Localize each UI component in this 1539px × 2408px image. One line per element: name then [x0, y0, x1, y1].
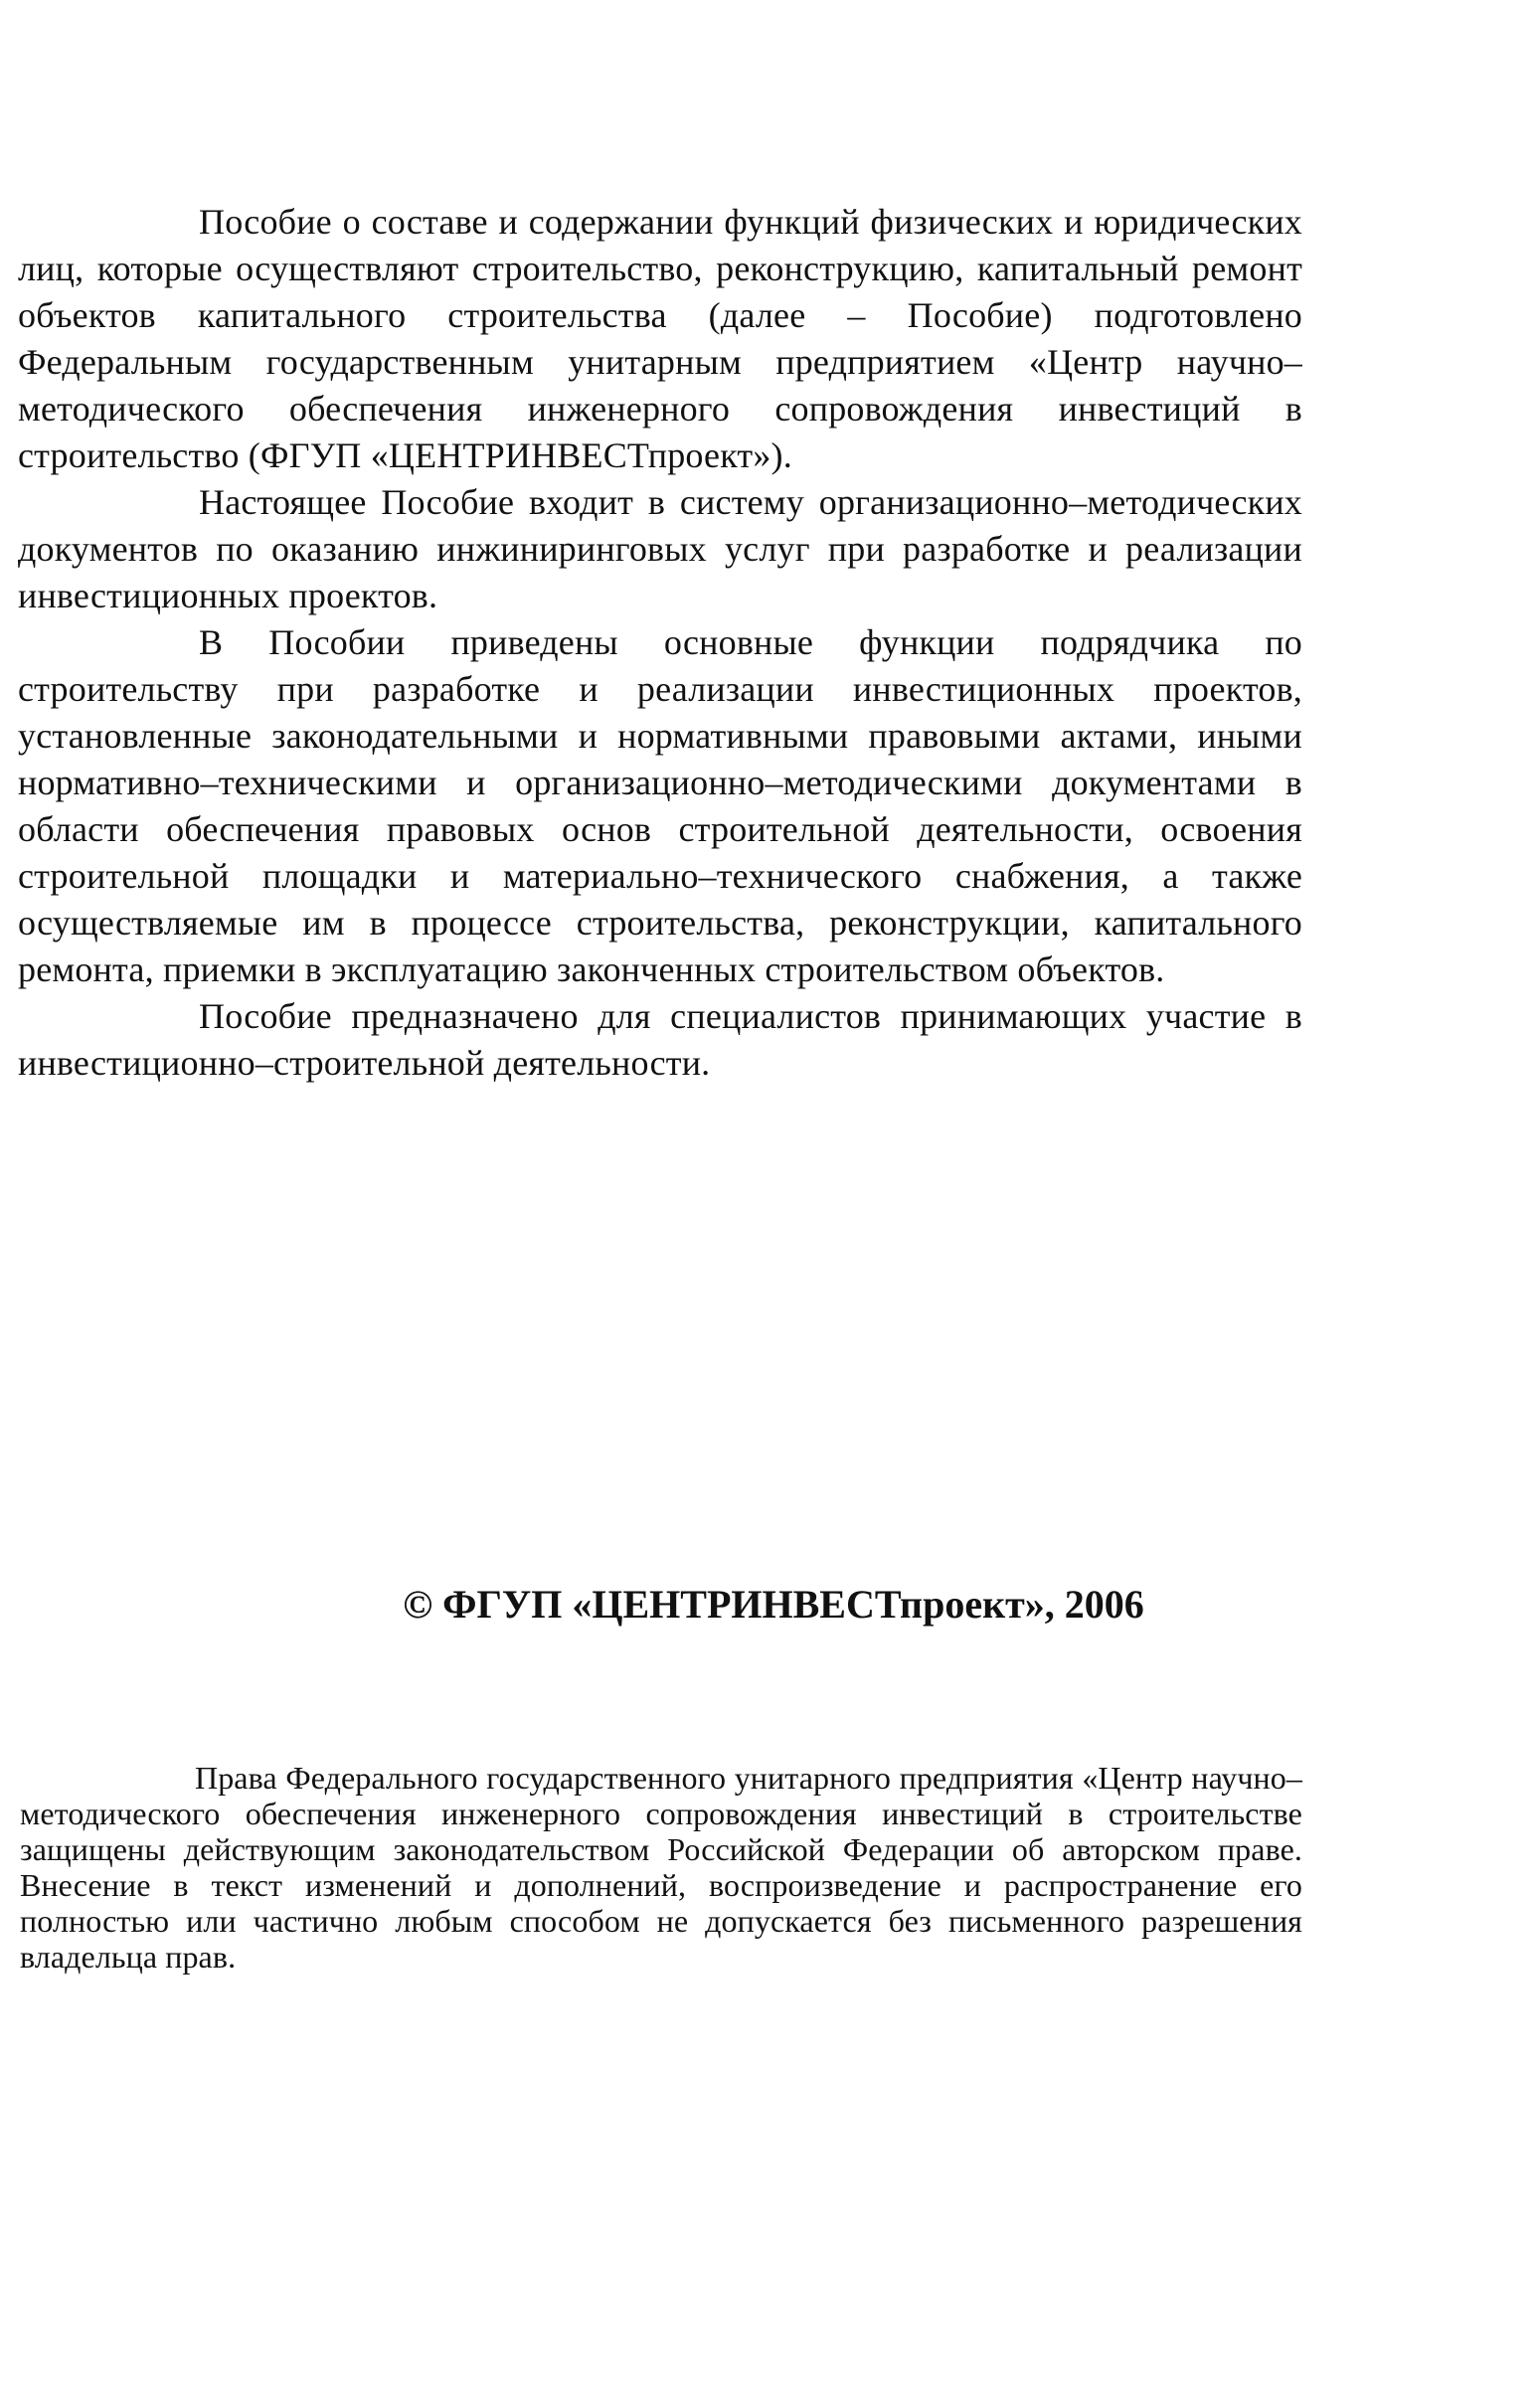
paragraph-intro: Пособие о составе и содержании функций физических и юридических лиц, которые осуществляют строительство, реконструкцию, капитальный ремонт объектов капитального строительства (далее – Пособие) подготовлено Федеральным государственным унитарным предприятием «Центр научно–методического обеспечения инженерного сопровождения инвестиций в строительство (ФГУП «ЦЕНТРИНВЕСТпроект»). [18, 202, 1302, 475]
paragraph-functions: В Пособии приведены основные функции подрядчика по строительству при разработке и реализации инвестиционных проектов, установленные законодательными и нормативными правовыми актами, иными нормативно–техническими и организационно–методическими документами в области обеспечения правовых основ строительной деятельности, освоения строительной площадки и материально–технического снабжения, а также осуществляемые им в процессе строительства, реконструкции, капитального ремонта, приемки в эксплуатацию законченных строительством объектов. [18, 622, 1302, 989]
rights-notice-block [20, 1760, 1302, 1975]
paragraph-system: Настоящее Пособие входит в систему организационно–методических документов по оказанию инжиниринговых услуг при разработке и реализации инвестиционных проектов. [18, 482, 1302, 615]
rights-notice: Права Федерального государственного унитарного предприятия «Центр научно–методического обеспечения инженерного сопровождения инвестиций в строительстве защищены действующим законодательством Российской Федерации об авторском праве. Внесение в текст изменений и дополнений, воспроизведение и распространение его полностью или частично любым способом не допускается без письменного разрешения владельца прав. [20, 1760, 1302, 1975]
copyright-line [0, 1581, 1539, 1629]
copyright-text: © ФГУП «ЦЕНТРИНВЕСТпроект», 2006 [403, 1582, 1144, 1627]
paragraph-audience: Пособие предназначено для специалистов принимающих участие в инвестиционно–строительной деятельности. [18, 996, 1302, 1083]
main-text-block [18, 199, 1302, 1087]
